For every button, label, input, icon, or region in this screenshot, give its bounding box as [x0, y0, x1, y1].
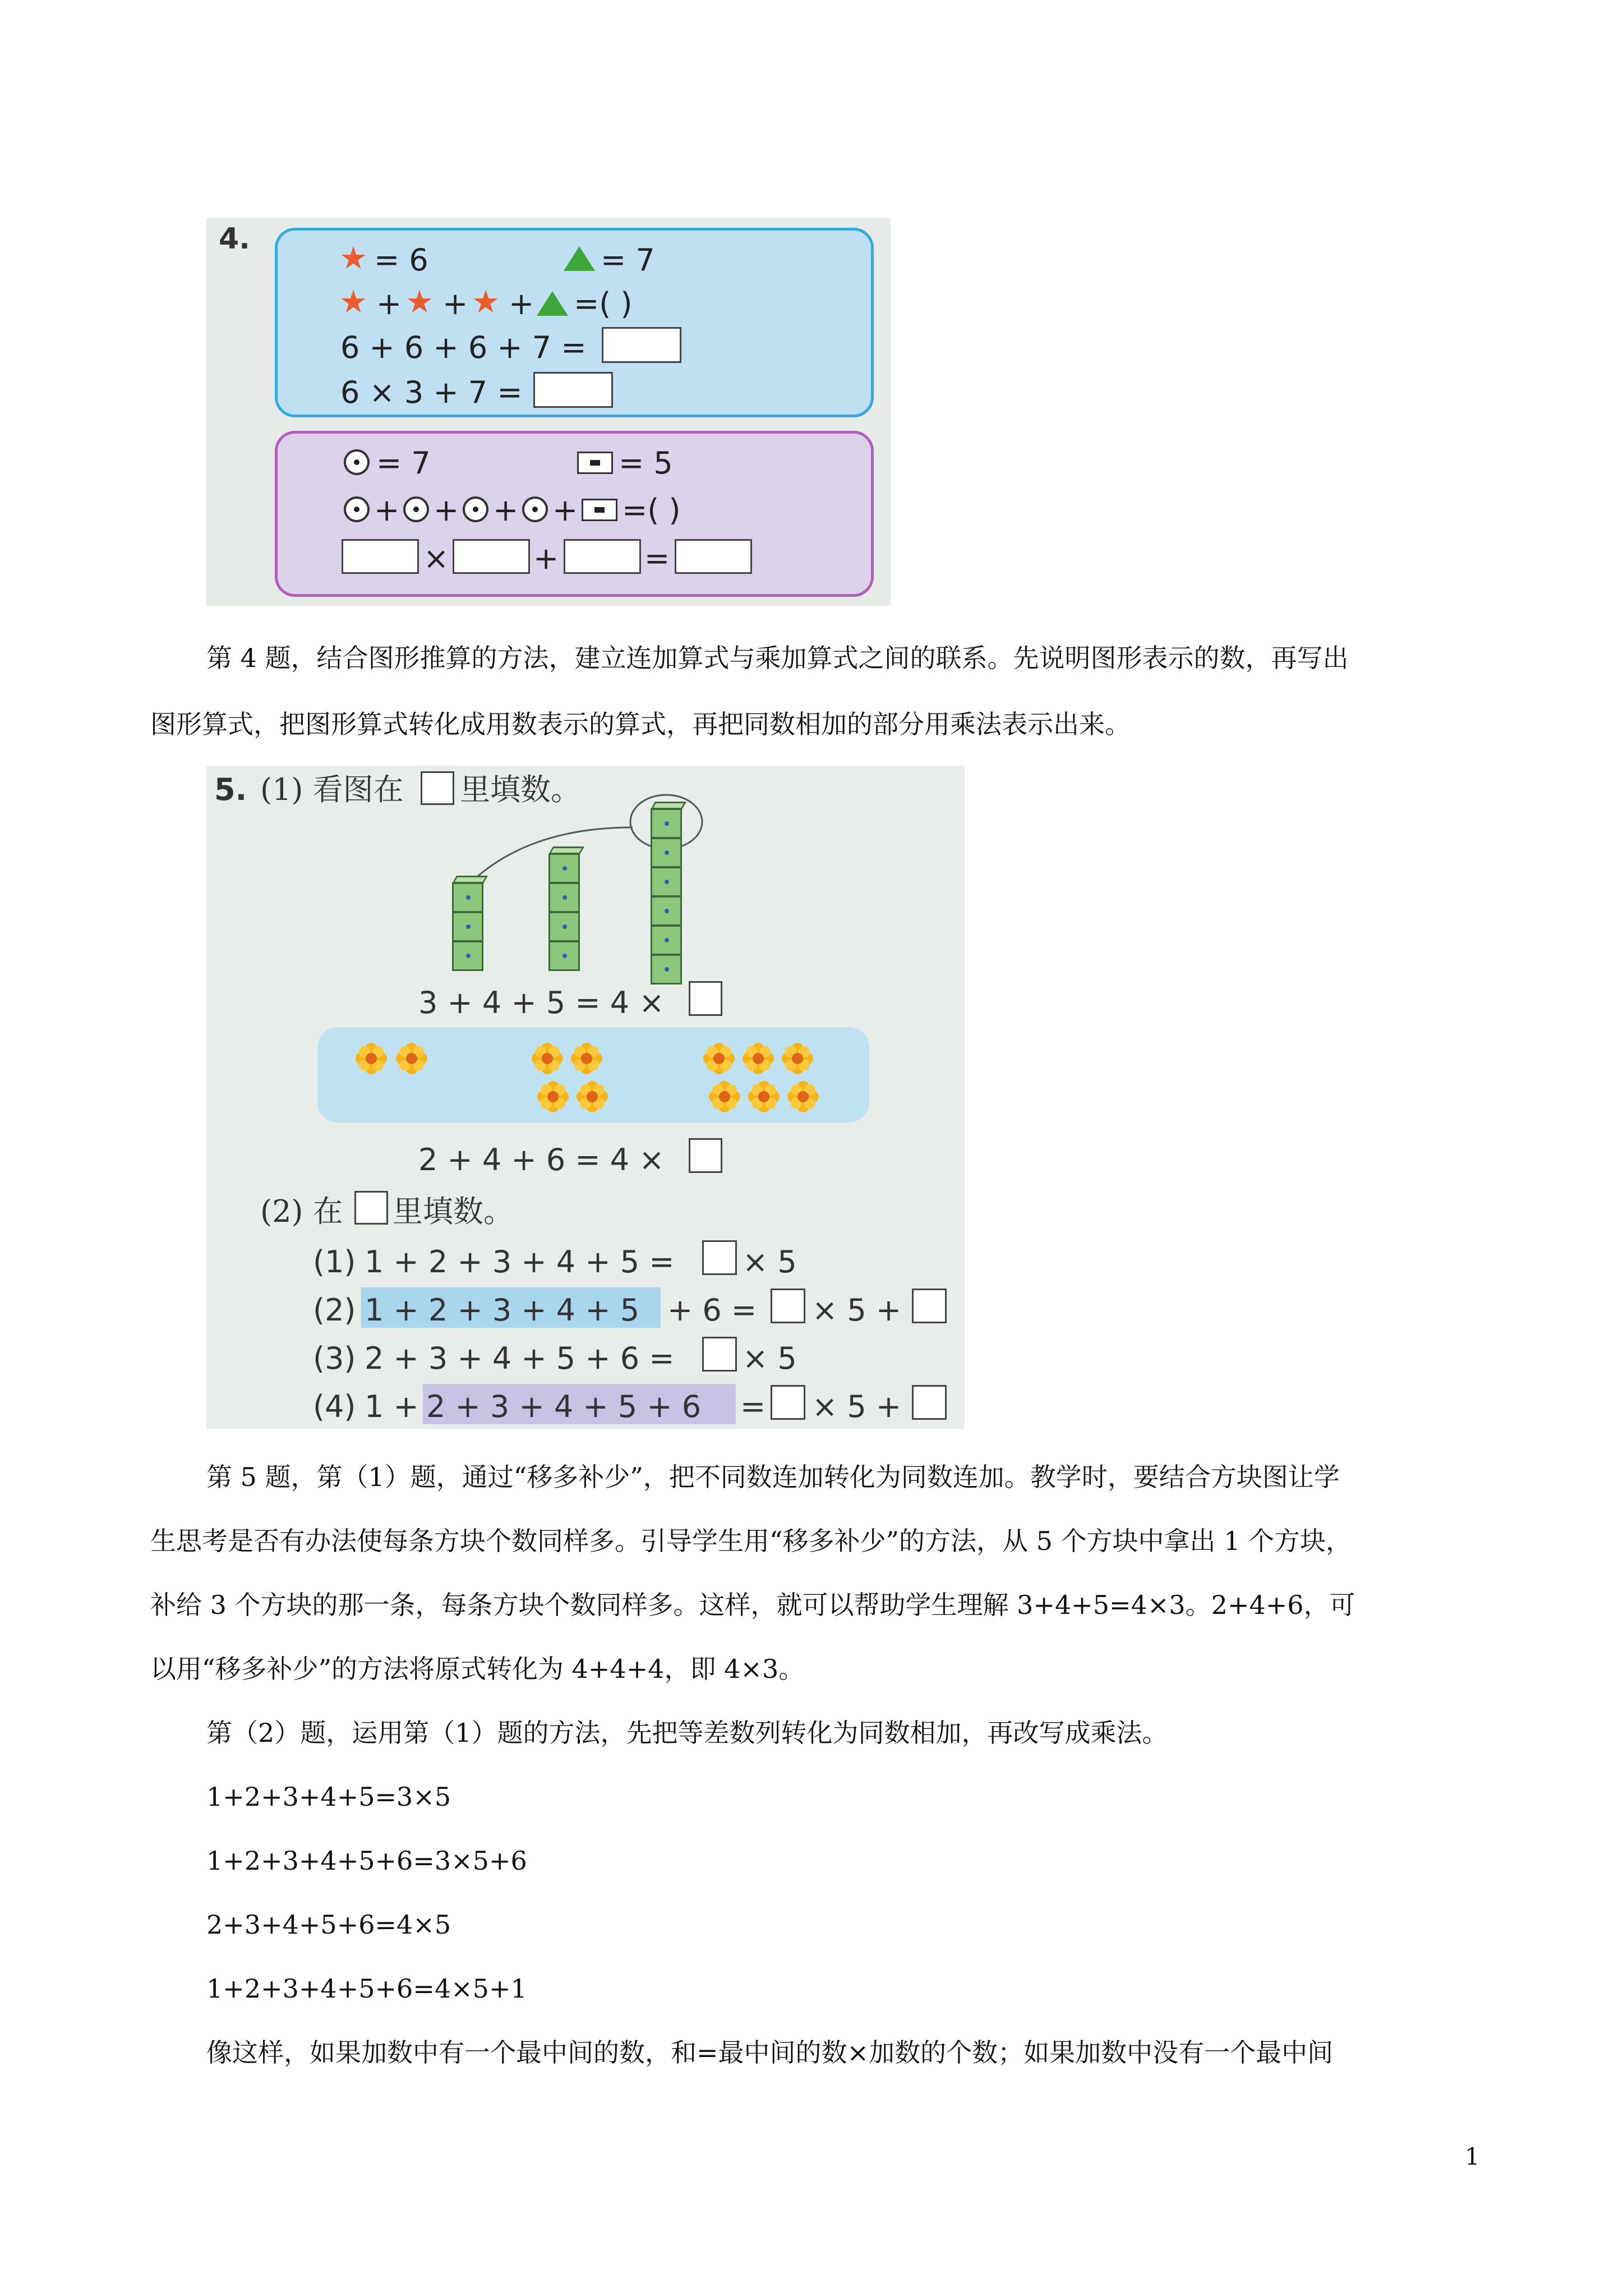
dotted-circle-icon	[463, 496, 488, 522]
equation-1: 1+2+3+4+5=3×5	[206, 1782, 451, 1812]
cube-icon	[651, 896, 682, 926]
plus-sign: +	[374, 493, 400, 528]
flower-icon	[782, 1043, 813, 1074]
figure-4-number: 4.	[219, 222, 250, 256]
flower-icon	[709, 1081, 740, 1112]
flower-icon	[703, 1043, 735, 1074]
dotted-circle-icon	[403, 496, 429, 522]
cube-icon	[651, 838, 682, 868]
answer-blank	[453, 539, 530, 574]
exercise-2-blank	[912, 1289, 947, 1323]
triangle-icon	[537, 291, 568, 316]
cube-icon	[452, 941, 483, 971]
plus-sign: +	[533, 541, 559, 576]
shape-sum-result: =( )	[574, 286, 633, 321]
paragraph-1-line-1: 第 5 题，第（1）题，通过“移多补少”，把不同数连加转化为同数连加。教学时，要结合方块图让学	[206, 1462, 1340, 1492]
heading-blank-square	[354, 1191, 388, 1225]
dotted-square-icon	[582, 499, 617, 521]
flower-band	[317, 1027, 869, 1122]
cubes-illustration	[206, 766, 965, 1001]
page-number: 1	[1465, 2143, 1480, 2170]
times-sign: ×	[423, 541, 449, 576]
part-2-heading-b: 里填数。	[393, 1194, 514, 1229]
dotted-circle-icon	[344, 496, 370, 522]
plus-sign: +	[434, 493, 459, 528]
exercise-4-expr-highlighted: 2 + 3 + 4 + 5 + 6	[426, 1389, 702, 1424]
triangle-icon	[564, 246, 595, 271]
flower-icon	[396, 1043, 427, 1074]
part-1-heading-b: 里填数。	[460, 772, 581, 807]
flower-icon	[577, 1081, 608, 1112]
cube-icon	[548, 912, 580, 942]
blue-exercise-box	[275, 228, 874, 417]
exercise-1-blank	[702, 1240, 737, 1275]
exercise-2-expr-rest: + 6 =	[667, 1292, 757, 1328]
plus-sign: +	[552, 493, 578, 528]
exercise-4-expr-pre: 1 +	[365, 1389, 419, 1424]
plus-sign: +	[493, 493, 519, 528]
exercise-2-label: (2)	[313, 1292, 356, 1328]
exercise-3-blank	[702, 1337, 737, 1372]
cube-icon	[452, 882, 483, 913]
plus-sign: +	[509, 286, 534, 321]
cubes-answer-blank	[689, 981, 722, 1016]
star-icon: ★	[339, 240, 368, 277]
exercise-3-label: (3)	[313, 1341, 356, 1376]
figure-4	[206, 218, 891, 606]
cube-icon	[452, 912, 483, 942]
flowers-equation: 2 + 4 + 6 = 4 ×	[418, 1142, 665, 1177]
dotted-circle-icon	[522, 496, 548, 522]
exercise-4-expr-rest: =	[740, 1389, 766, 1424]
cube-icon	[548, 882, 580, 913]
paragraph-1-line-2: 生思考是否有办法使每条方块个数同样多。引导学生用“移多补少”的方法，从 5 个方块中拿出 1 个方块，	[150, 1526, 1352, 1556]
triangle-value: = 7	[601, 242, 655, 278]
flower-icon	[356, 1043, 387, 1074]
cube-icon	[651, 925, 682, 955]
cubes-equation: 3 + 4 + 5 = 4 ×	[418, 985, 665, 1020]
flower-icon	[571, 1043, 602, 1074]
answer-blank	[675, 539, 752, 574]
circle-value: = 7	[376, 445, 431, 481]
exercise-1-expr: 1 + 2 + 3 + 4 + 5 =	[365, 1244, 675, 1280]
flower-icon	[748, 1081, 780, 1112]
exercise-1-label: (1)	[313, 1244, 356, 1280]
flowers-illustration	[317, 1027, 869, 1122]
move-arrow-curve	[462, 827, 633, 892]
equation-2: 1+2+3+4+5+6=3×5+6	[206, 1846, 527, 1876]
exercise-1-tail: × 5	[743, 1244, 797, 1280]
paragraph-1-line-3: 补给 3 个方块的那一条，每条方块个数同样多。这样，就可以帮助学生理解 3+4+5=4×3。2+4+6，可	[150, 1590, 1355, 1620]
exercise-4-tail: × 5 +	[812, 1389, 902, 1424]
flowers-answer-blank	[689, 1138, 722, 1173]
shape-sum-result: =( )	[622, 493, 681, 528]
exercise-2-expr-highlighted: 1 + 2 + 3 + 4 + 5	[365, 1292, 640, 1328]
figure-5-number: 5.	[214, 772, 247, 807]
part-1-heading-a: (1) 看图在	[260, 772, 404, 807]
star-icon: ★	[339, 284, 368, 320]
exercise-3-expr: 2 + 3 + 4 + 5 + 6 =	[365, 1341, 675, 1376]
cube-icon	[651, 808, 682, 839]
caption-4-line-1: 第 4 题，结合图形推算的方法，建立连加算式与乘加算式之间的联系。先说明图形表示的数，再写出	[206, 643, 1349, 673]
paragraph-1-line-4: 以用“移多补少”的方法将原式转化为 4+4+4，即 4×3。	[150, 1654, 805, 1684]
equals-sign: =	[644, 541, 670, 576]
cube-icon	[548, 853, 580, 884]
part-2-heading-a: (2) 在	[260, 1194, 343, 1229]
paragraph-2: 第（2）题，运用第（1）题的方法，先把等差数列转化为同数相加，再改写成乘法。	[206, 1718, 1168, 1748]
square-value: = 5	[619, 445, 673, 481]
exercise-4-blank	[912, 1385, 947, 1420]
purple-exercise-box	[275, 431, 874, 597]
answer-blank	[342, 539, 419, 574]
caption-4-line-2: 图形算式，把图形算式转化成用数表示的算式，再把同数相加的部分用乘法表示出来。	[150, 709, 1131, 739]
answer-blank	[602, 327, 681, 363]
numeric-sum: 6 + 6 + 6 + 7 =	[340, 330, 587, 365]
plus-sign: +	[442, 286, 468, 321]
figure-5	[206, 766, 965, 1429]
exercise-4-blank	[771, 1385, 805, 1420]
flower-icon	[743, 1043, 774, 1074]
star-value: = 6	[374, 242, 428, 278]
answer-blank	[533, 372, 613, 408]
equation-4: 1+2+3+4+5+6=4×5+1	[206, 1973, 527, 2004]
cube-icon	[651, 954, 682, 984]
exercise-4-label: (4)	[313, 1389, 356, 1424]
exercise-2-blank	[771, 1289, 805, 1323]
exercise-2-tail: × 5 +	[812, 1292, 902, 1328]
equation-3: 2+3+4+5+6=4×5	[206, 1910, 451, 1940]
plus-sign: +	[376, 286, 402, 321]
dotted-square-icon	[577, 452, 613, 474]
cube-icon	[548, 941, 580, 971]
flower-icon	[532, 1043, 563, 1074]
star-icon: ★	[472, 284, 500, 320]
exercise-3-tail: × 5	[743, 1341, 797, 1376]
cube-icon	[651, 867, 682, 897]
answer-blank	[564, 539, 641, 574]
flower-icon	[787, 1081, 819, 1112]
flower-icon	[537, 1081, 569, 1112]
star-icon: ★	[405, 284, 434, 320]
dotted-circle-icon	[344, 449, 370, 475]
mult-sum: 6 × 3 + 7 =	[340, 375, 523, 410]
paragraph-3: 像这样，如果加数中有一个最中间的数，和=最中间的数×加数的个数；如果加数中没有一个最中间	[206, 2037, 1334, 2068]
